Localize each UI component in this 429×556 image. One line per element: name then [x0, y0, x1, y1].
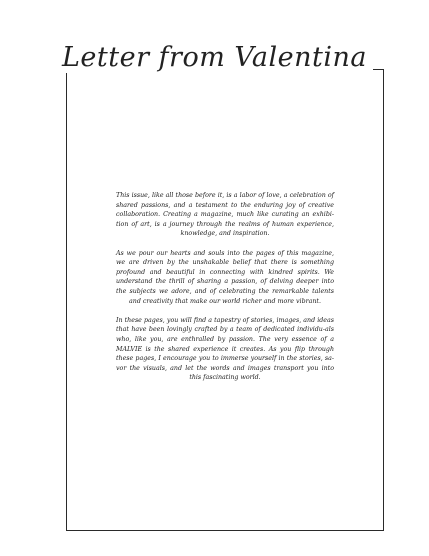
- letter-title: [0, 44, 429, 71]
- letter-paragraph-2: As we pour our hearts and souls into the pages of this magazine, we are driven by the unshakable belief that there is something profound and beautiful in connecting with kindred spirits. We understand the thrill of sharing a passion, of delving deeper into the subjects we adore, and of celebrating the remarkable talents and creativity that make our world richer and more vibrant.: [116, 249, 334, 305]
- letter-body: [116, 191, 334, 392]
- letter-paragraph-3: In these pages, you will find a tapestry of stories, images, and ideas that have been lovingly crafted by a team of dedicated individu-als who, like you, are enthralled by passion. The very essence of a MALVIE is the shared experience it creates. As you flip through these pages, I encourage you to immerse yourself in the stories, sa-vor the visuals, and let the words and images transport you into this fascinating world.: [116, 316, 334, 382]
- letter-title-text: Letter from Valentina: [56, 42, 373, 73]
- letter-paragraph-1: This issue, like all those before it, is a labor of love, a celebration of shared passions, and a testament to the enduring joy of creative collaboration. Creating a magazine, much like curating an exhibi-tion of art, is a journey through the realms of human experience, knowledge, and inspiration.: [116, 192, 334, 238]
